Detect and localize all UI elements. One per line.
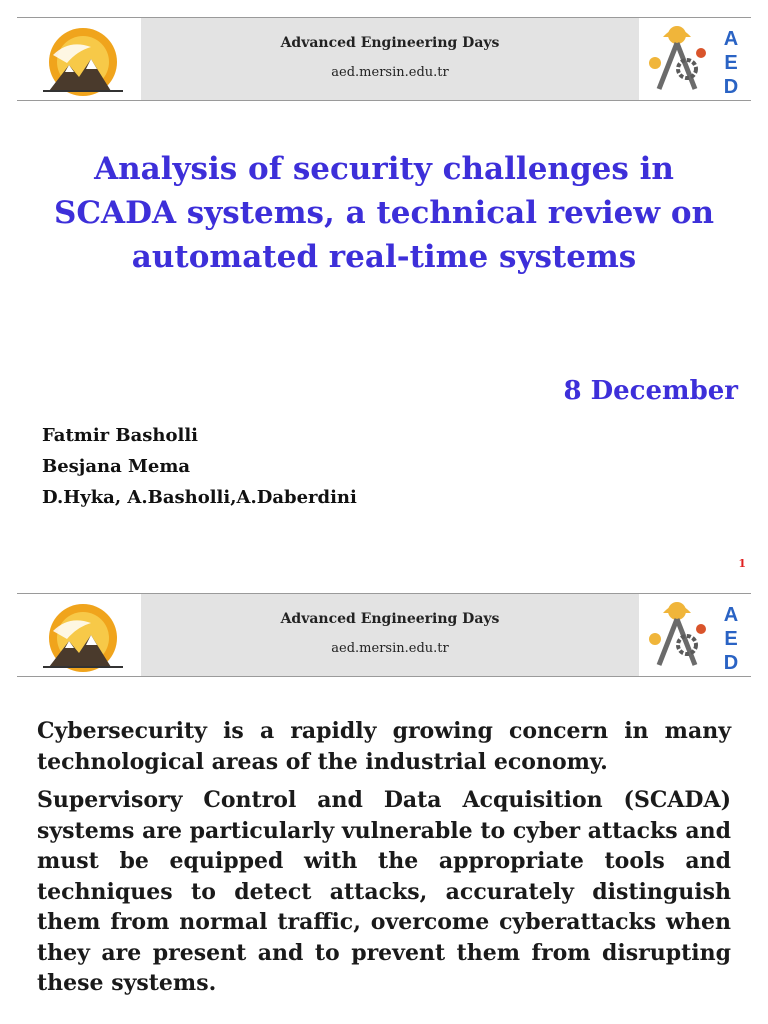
conference-title: Advanced Engineering Days <box>280 35 500 51</box>
author-name: Fatmir Basholli <box>42 425 199 446</box>
header-bottom-rule <box>17 676 751 677</box>
slide-header <box>17 17 751 101</box>
svg-text:E: E <box>724 52 738 74</box>
svg-text:E: E <box>724 628 738 650</box>
slide-2 <box>0 576 768 1024</box>
engineer-compass-gear-logo-icon <box>643 599 743 675</box>
page-number: 1 <box>738 557 746 570</box>
body-paragraph: Supervisory Control and Data Acquisition (SCADA) systems are particularly vulnerable to cyber attacks and must be equipped with the appropriate tools and techniques to detect attacks, accurately distinguish them from normal traffic, overcome cyberattacks when they are present and to prevent them from disrupting these systems. <box>37 787 731 996</box>
presentation-title <box>20 147 748 279</box>
title-line: SCADA systems, a technical review on <box>53 195 715 231</box>
slide-header <box>17 593 751 677</box>
conference-url: aed.mersin.edu.tr <box>331 641 449 656</box>
header-band <box>141 18 639 100</box>
svg-text:A: A <box>723 604 739 626</box>
svg-text:A: A <box>723 28 739 50</box>
header-bottom-rule <box>17 100 751 101</box>
conference-title: Advanced Engineering Days <box>280 611 500 627</box>
presentation-date: 8 December <box>563 376 738 406</box>
title-line: Analysis of security challenges in <box>94 151 674 187</box>
aed-sun-mountain-logo-icon <box>39 25 127 99</box>
title-line: automated real-time systems <box>131 239 637 275</box>
header-band <box>141 594 639 676</box>
engineer-compass-gear-logo-icon <box>643 23 743 99</box>
aed-sun-mountain-logo-icon <box>39 601 127 675</box>
author-name: Besjana Mema <box>42 456 191 477</box>
author-name: D.Hyka, A.Basholli,A.Daberdini <box>42 487 357 508</box>
body-paragraph: Cybersecurity is a rapidly growing concern in many technological areas of the industrial economy. <box>37 718 731 775</box>
svg-text:D: D <box>723 76 739 98</box>
conference-url: aed.mersin.edu.tr <box>331 65 449 80</box>
svg-text:D: D <box>723 652 739 674</box>
author-list <box>42 420 357 513</box>
